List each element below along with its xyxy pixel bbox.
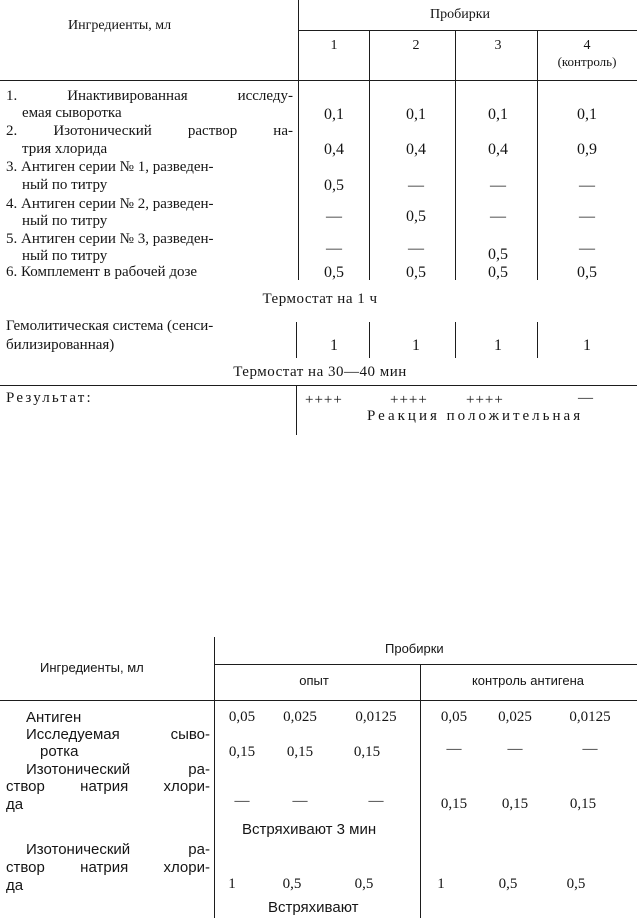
table1-header-bottom-line xyxy=(0,80,637,81)
table2-divider-vertical xyxy=(214,637,215,918)
table1-col-divider xyxy=(455,30,456,280)
table2-row2-label: Исследуемая сыво- xyxy=(26,726,210,743)
table1-tubes-header: Пробирки xyxy=(430,7,491,22)
table1-result-value: ++++ xyxy=(466,392,504,408)
table1-cell: 0,5 xyxy=(577,264,597,281)
table1-col-header-4-note: (контроль) xyxy=(557,54,617,69)
table1-result-value: ++++ xyxy=(390,392,428,408)
table2-row1-label: Антиген xyxy=(26,709,82,726)
table1-step-thermostat-1h: Термостат на 1 ч xyxy=(262,291,378,307)
table1-header-line xyxy=(298,30,637,31)
table1-result-text: Реакция положительная xyxy=(367,408,584,424)
table1-cell: 0,5 xyxy=(488,264,508,281)
table1-row4-label: 4. Антиген серии № 2, разведен- xyxy=(6,196,214,212)
table2-cell: 0,15 xyxy=(228,744,256,760)
table2-cell: 0,05 xyxy=(440,709,468,725)
table1-cell: 1 xyxy=(494,337,502,354)
table1-cell: — xyxy=(408,240,424,257)
table1-cell: — xyxy=(490,208,506,225)
table1-col-header-4: 4 xyxy=(583,38,591,53)
table2-cell: 0,025 xyxy=(498,709,532,725)
table2-header-bottom-line xyxy=(0,700,637,701)
table1-hemo-tick xyxy=(455,322,456,358)
table2-tubes-header: Пробирки xyxy=(385,641,444,656)
table1-cell: 0,4 xyxy=(488,141,508,158)
table2-cell: 0,0125 xyxy=(569,709,611,725)
table1-col-divider xyxy=(369,30,370,280)
table2-cell: 1 xyxy=(437,876,445,892)
table1-step-thermostat-30-40: Термостат на 30—40 мин xyxy=(233,364,407,380)
table2-group-experiment: опыт xyxy=(299,673,329,688)
table2-cell: 0,5 xyxy=(282,876,302,892)
table2-row4-label: Изотонический ра- xyxy=(26,841,210,858)
table1-cell: 0,1 xyxy=(577,106,597,123)
table2-cell: 0,05 xyxy=(228,709,256,725)
table1-result-value: ++++ xyxy=(305,392,343,408)
table1-hemo-label: Гемолитическая система (сенси- xyxy=(6,318,214,334)
table1-cell: — xyxy=(579,177,595,194)
table1-col-header-3: 3 xyxy=(494,38,502,53)
table1-cell: 0,5 xyxy=(406,208,426,225)
table2-cell: 0,0125 xyxy=(355,709,397,725)
table1-col-header-2: 2 xyxy=(412,38,420,53)
table1-row5-label: 5. Антиген серии № 3, разведен- xyxy=(6,231,214,247)
table2-cell: 0,15 xyxy=(501,796,529,812)
table1-row1-label: 1. Инактивированная исследу- xyxy=(6,88,293,104)
table2-row3-label: створ натрия хлори- xyxy=(6,778,210,795)
table1-cell: 0,1 xyxy=(488,106,508,123)
table1-cell: 0,5 xyxy=(324,264,344,281)
table2-cell: — xyxy=(368,793,384,809)
table1-cell: 1 xyxy=(412,337,420,354)
table1-cell: — xyxy=(579,240,595,257)
table1-hemo-tick xyxy=(296,322,297,358)
table1-cell: 0,9 xyxy=(577,141,597,158)
table2-cell: — xyxy=(507,741,523,757)
table2-group-control: контроль антигена xyxy=(471,673,585,688)
table1-cell: — xyxy=(579,208,595,225)
table1-row3-label: 3. Антиген серии № 1, разведен- xyxy=(6,159,214,175)
table1-ingredients-header: Ингредиенты, мл xyxy=(68,18,172,33)
table2-cell: 0,025 xyxy=(283,709,317,725)
table1-result-line xyxy=(0,385,637,386)
table2-cell: 0,15 xyxy=(440,796,468,812)
table1-row1-label: емая сыворотка xyxy=(22,105,122,121)
table2-header-line xyxy=(214,664,637,665)
table1-hemo-label: билизированная) xyxy=(6,337,115,353)
table1-row6-label: 6. Комплемент в рабочей дозе xyxy=(6,264,198,280)
table2-ingredients-header: Ингредиенты, мл xyxy=(40,660,144,675)
table1-divider-vertical xyxy=(298,0,299,280)
table1-row2-label: 2. Изотонический раствор на- xyxy=(6,123,293,139)
table2-step-shake: Встряхивают xyxy=(268,899,359,916)
table1-cell: 0,5 xyxy=(406,264,426,281)
table1-col-divider xyxy=(537,30,538,280)
table1-hemo-tick xyxy=(369,322,370,358)
table1-cell: — xyxy=(326,240,342,257)
table2-row3-label: да xyxy=(6,796,24,813)
table1-cell: 0,4 xyxy=(406,141,426,158)
table1-cell: — xyxy=(490,177,506,194)
table1-cell: 0,5 xyxy=(324,177,344,194)
table1-row2-label: трия хлорида xyxy=(22,141,108,157)
table1-cell: — xyxy=(408,177,424,194)
table2-cell: — xyxy=(582,741,598,757)
table2-cell: 0,15 xyxy=(569,796,597,812)
table2-cell: — xyxy=(234,793,250,809)
table2-cell: 1 xyxy=(228,876,236,892)
table1-row3-label: ный по титру xyxy=(22,177,108,193)
table2-step-shake-3min: Встряхивают 3 мин xyxy=(242,821,377,838)
table1-cell: — xyxy=(326,208,342,225)
table2-row4-label: да xyxy=(6,877,24,894)
table1-cell: 1 xyxy=(330,337,338,354)
table2-cell: 0,5 xyxy=(498,876,518,892)
table2-cell: — xyxy=(446,741,462,757)
table2-cell: 0,15 xyxy=(286,744,314,760)
table2-cell: 0,15 xyxy=(353,744,381,760)
table1-cell: 0,1 xyxy=(406,106,426,123)
table1-result-value: — xyxy=(578,390,593,406)
table1-col-header-1: 1 xyxy=(330,38,338,53)
table2-cell: 0,5 xyxy=(354,876,374,892)
table2-cell: — xyxy=(292,793,308,809)
table1-hemo-tick xyxy=(537,322,538,358)
table1-result-label: Результат: xyxy=(6,390,93,406)
table2-cell: 0,5 xyxy=(566,876,586,892)
table1-cell: 0,1 xyxy=(324,106,344,123)
table2-row2-label: ротка xyxy=(40,743,79,760)
table1-row5-label: ный по титру xyxy=(22,248,108,264)
table1-cell: 0,5 xyxy=(488,246,508,263)
table2-row3-label: Изотонический ра- xyxy=(26,761,210,778)
table1-row4-label: ный по титру xyxy=(22,213,108,229)
table2-group-divider xyxy=(420,664,421,918)
table1-cell: 0,4 xyxy=(324,141,344,158)
table1-result-divider xyxy=(296,385,297,435)
table2-row4-label: створ натрия хлори- xyxy=(6,859,210,876)
table1-cell: 1 xyxy=(583,337,591,354)
